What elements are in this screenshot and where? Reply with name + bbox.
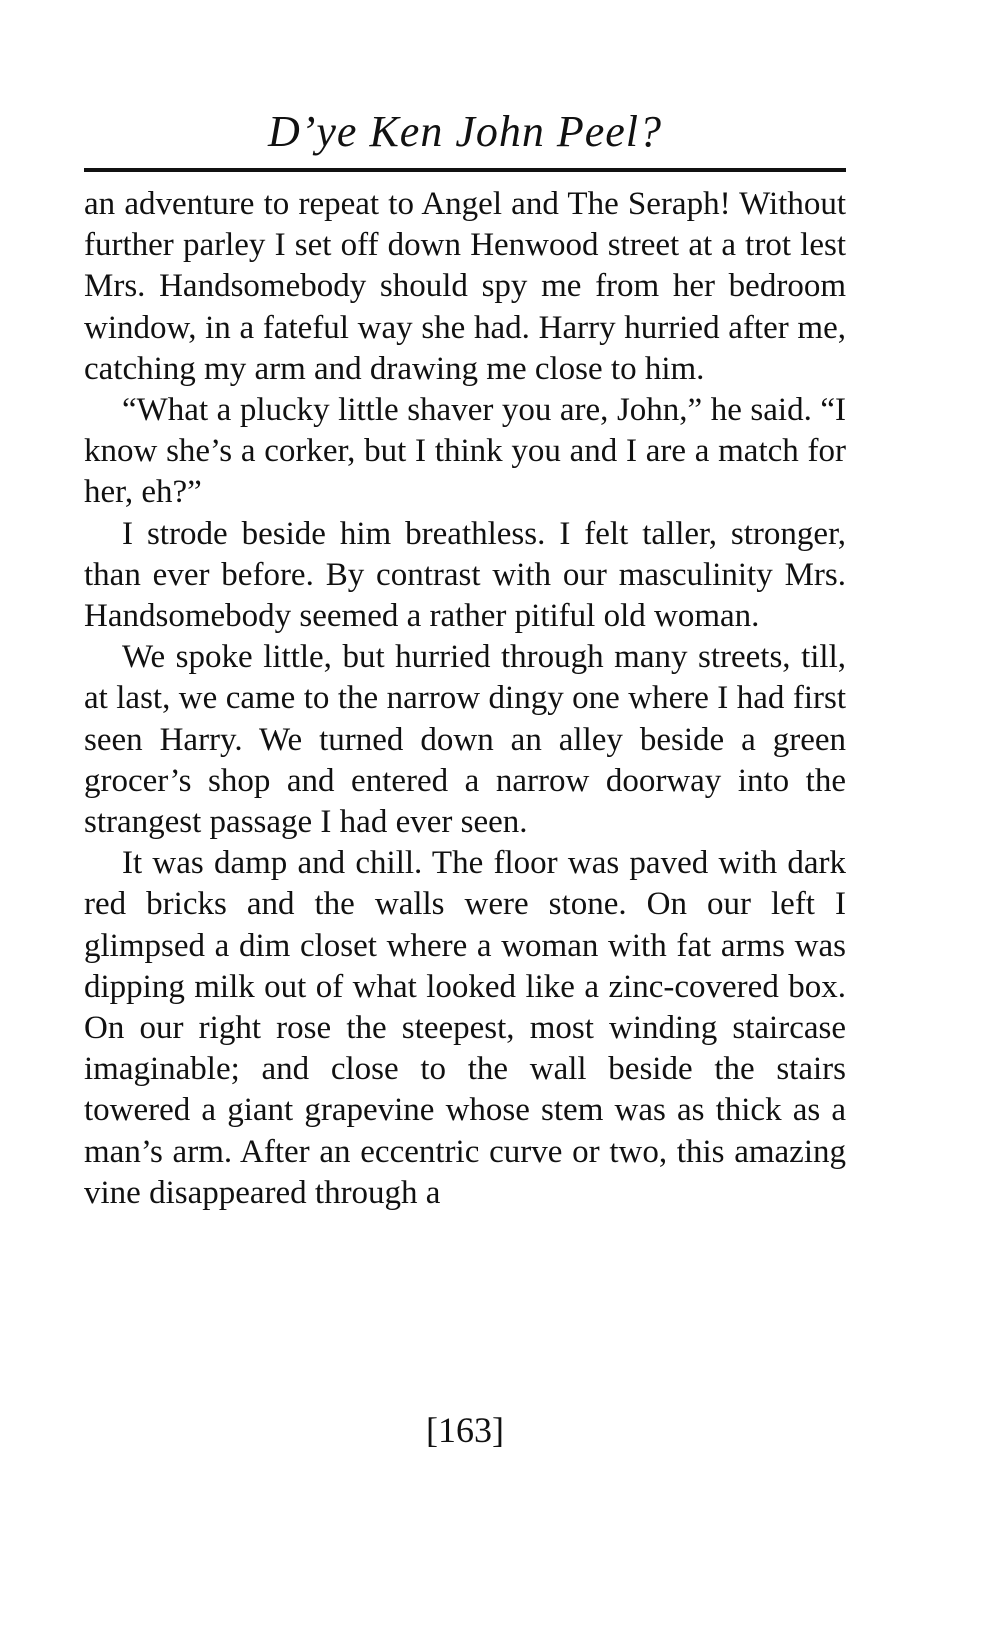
paragraph-continuation: an adventure to repeat to Angel and The Seraph! Without further parley I set off down Henwood street at a trot lest Mrs. Handsomebody should spy me from her bedroom window, in a fateful way she had. Harry hurried after me, catching my arm and drawing me close to him.	[84, 186, 846, 387]
running-head: D’ye Ken John Peel?	[267, 107, 663, 156]
body-text	[84, 184, 846, 1214]
page-number: [163]	[426, 1410, 504, 1450]
paragraph: We spoke little, but hurried through many streets, till, at last, we came to the narrow dingy one where I had first seen Harry. We turned down an alley beside a green grocer’s shop and entered a narrow doorway into the strangest passage I had ever seen.	[84, 639, 846, 841]
paragraph: I strode beside him breathless. I felt taller, stronger, than ever before. By contrast with our masculinity Mrs. Handsomebody seemed a rather pitiful old woman.	[84, 515, 846, 635]
paragraph: “What a plucky little shaver you are, John,” he said. “I know she’s a corker, but I think you and I are a match for her, eh?”	[84, 392, 846, 511]
paragraph: It was damp and chill. The floor was paved with dark red bricks and the walls were stone. On our left I glimpsed a dim closet where a woman with fat arms was dipping milk out of what looked like a zinc-covered box. On our right rose the steepest, most winding staircase imaginable; and close to the wall beside the stairs towered a giant grapevine whose stem was as thick as a man’s arm. After an eccentric curve or two, this amazing vine disappeared through a	[84, 845, 846, 1211]
header-rule	[84, 168, 846, 172]
